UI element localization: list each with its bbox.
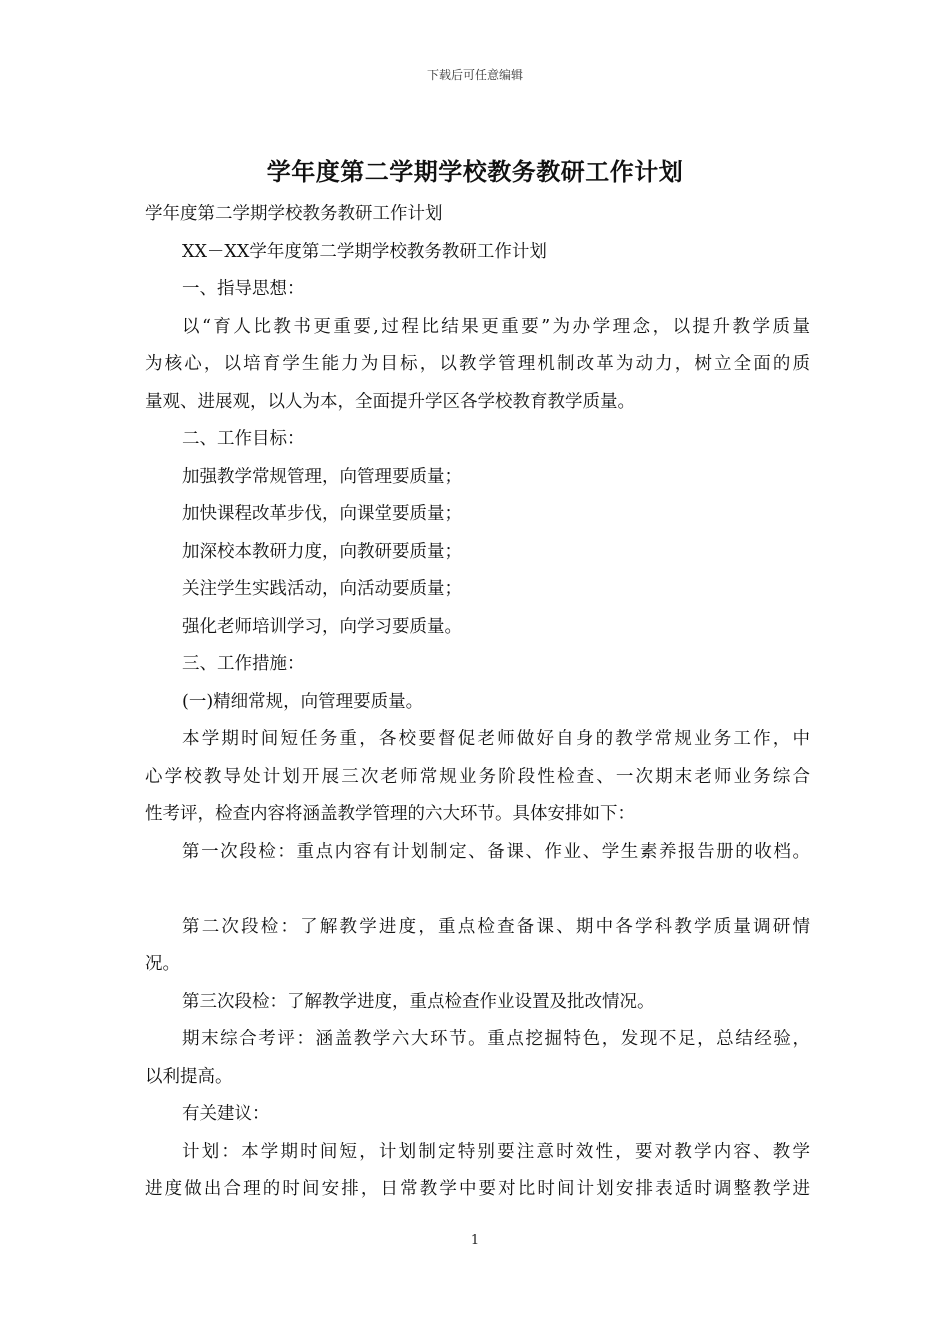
section-heading-work-goals: 二、工作目标： (182, 429, 305, 449)
paragraph-line: 进度做出合理的时间安排，日常教学中要对比时间计划安排表适时调整教学进 (145, 1179, 810, 1199)
blank-line (145, 871, 810, 909)
goal-item: 强化老师培训学习，向学习要质量。 (182, 616, 462, 637)
subtitle-line: 学年度第二学期学校教务教研工作计划 (145, 204, 443, 224)
header-note: 下载后可任意编辑 (426, 68, 523, 82)
subsection-heading: 有关建议： (182, 1104, 270, 1124)
paragraph-line: 为核心，以培育学生能力为目标，以教学管理机制改革为动力，树立全面的质 (145, 354, 810, 374)
goal-item: 加快课程改革步伐，向课堂要质量； (182, 504, 462, 524)
paragraph-line: 第二次段检：了解教学进度，重点检查备课、期中各学科教学质量调研情 (182, 916, 810, 937)
document-title: 学年度第二学期学校教务教研工作计划 (266, 158, 684, 186)
paragraph-line: 计划：本学期时间短，计划制定特别要注意时效性，要对教学内容、教学 (182, 1141, 810, 1162)
goal-item: 关注学生实践活动，向活动要质量； (182, 579, 462, 599)
paragraph-line: 第一次段检：重点内容有计划制定、备课、作业、学生素养报告册的收档。 (182, 841, 810, 862)
page-number: 1 (470, 1233, 480, 1248)
heading-line: XX－XX学年度第二学期学校教务教研工作计划 (182, 241, 547, 262)
subsection-heading: (一)精细常规，向管理要质量。 (182, 691, 424, 712)
paragraph-line: 况。 (145, 954, 180, 974)
paragraph-line: 以利提高。 (145, 1066, 233, 1087)
paragraph-line: 期末综合考评：涵盖教学六大环节。重点挖掘特色，发现不足，总结经验， (182, 1029, 810, 1049)
paragraph-line: 本学期时间短任务重，各校要督促老师做好自身的教学常规业务工作，中 (182, 729, 810, 749)
paragraph-line: 第三次段检：了解教学进度，重点检查作业设置及批改情况。 (182, 991, 655, 1012)
paragraph-line: 心学校教导处计划开展三次老师常规业务阶段性检查、一次期末老师业务综合 (145, 766, 810, 787)
section-heading-guiding-ideology: 一、指导思想： (182, 279, 305, 299)
goal-item: 加强教学常规管理，向管理要质量； (182, 466, 462, 487)
goal-item: 加深校本教研力度，向教研要质量； (182, 541, 462, 562)
document-body (145, 196, 810, 1209)
paragraph-line: 量观、进展观，以人为本，全面提升学区各学校教育教学质量。 (145, 391, 635, 412)
section-heading-work-measures: 三、工作措施： (182, 654, 305, 674)
paragraph-line: 以“育人比教书更重要,过程比结果更重要”为办学理念，以提升教学质量 (182, 316, 810, 337)
paragraph-line: 性考评，检查内容将涵盖教学管理的六大环节。具体安排如下： (145, 804, 635, 824)
